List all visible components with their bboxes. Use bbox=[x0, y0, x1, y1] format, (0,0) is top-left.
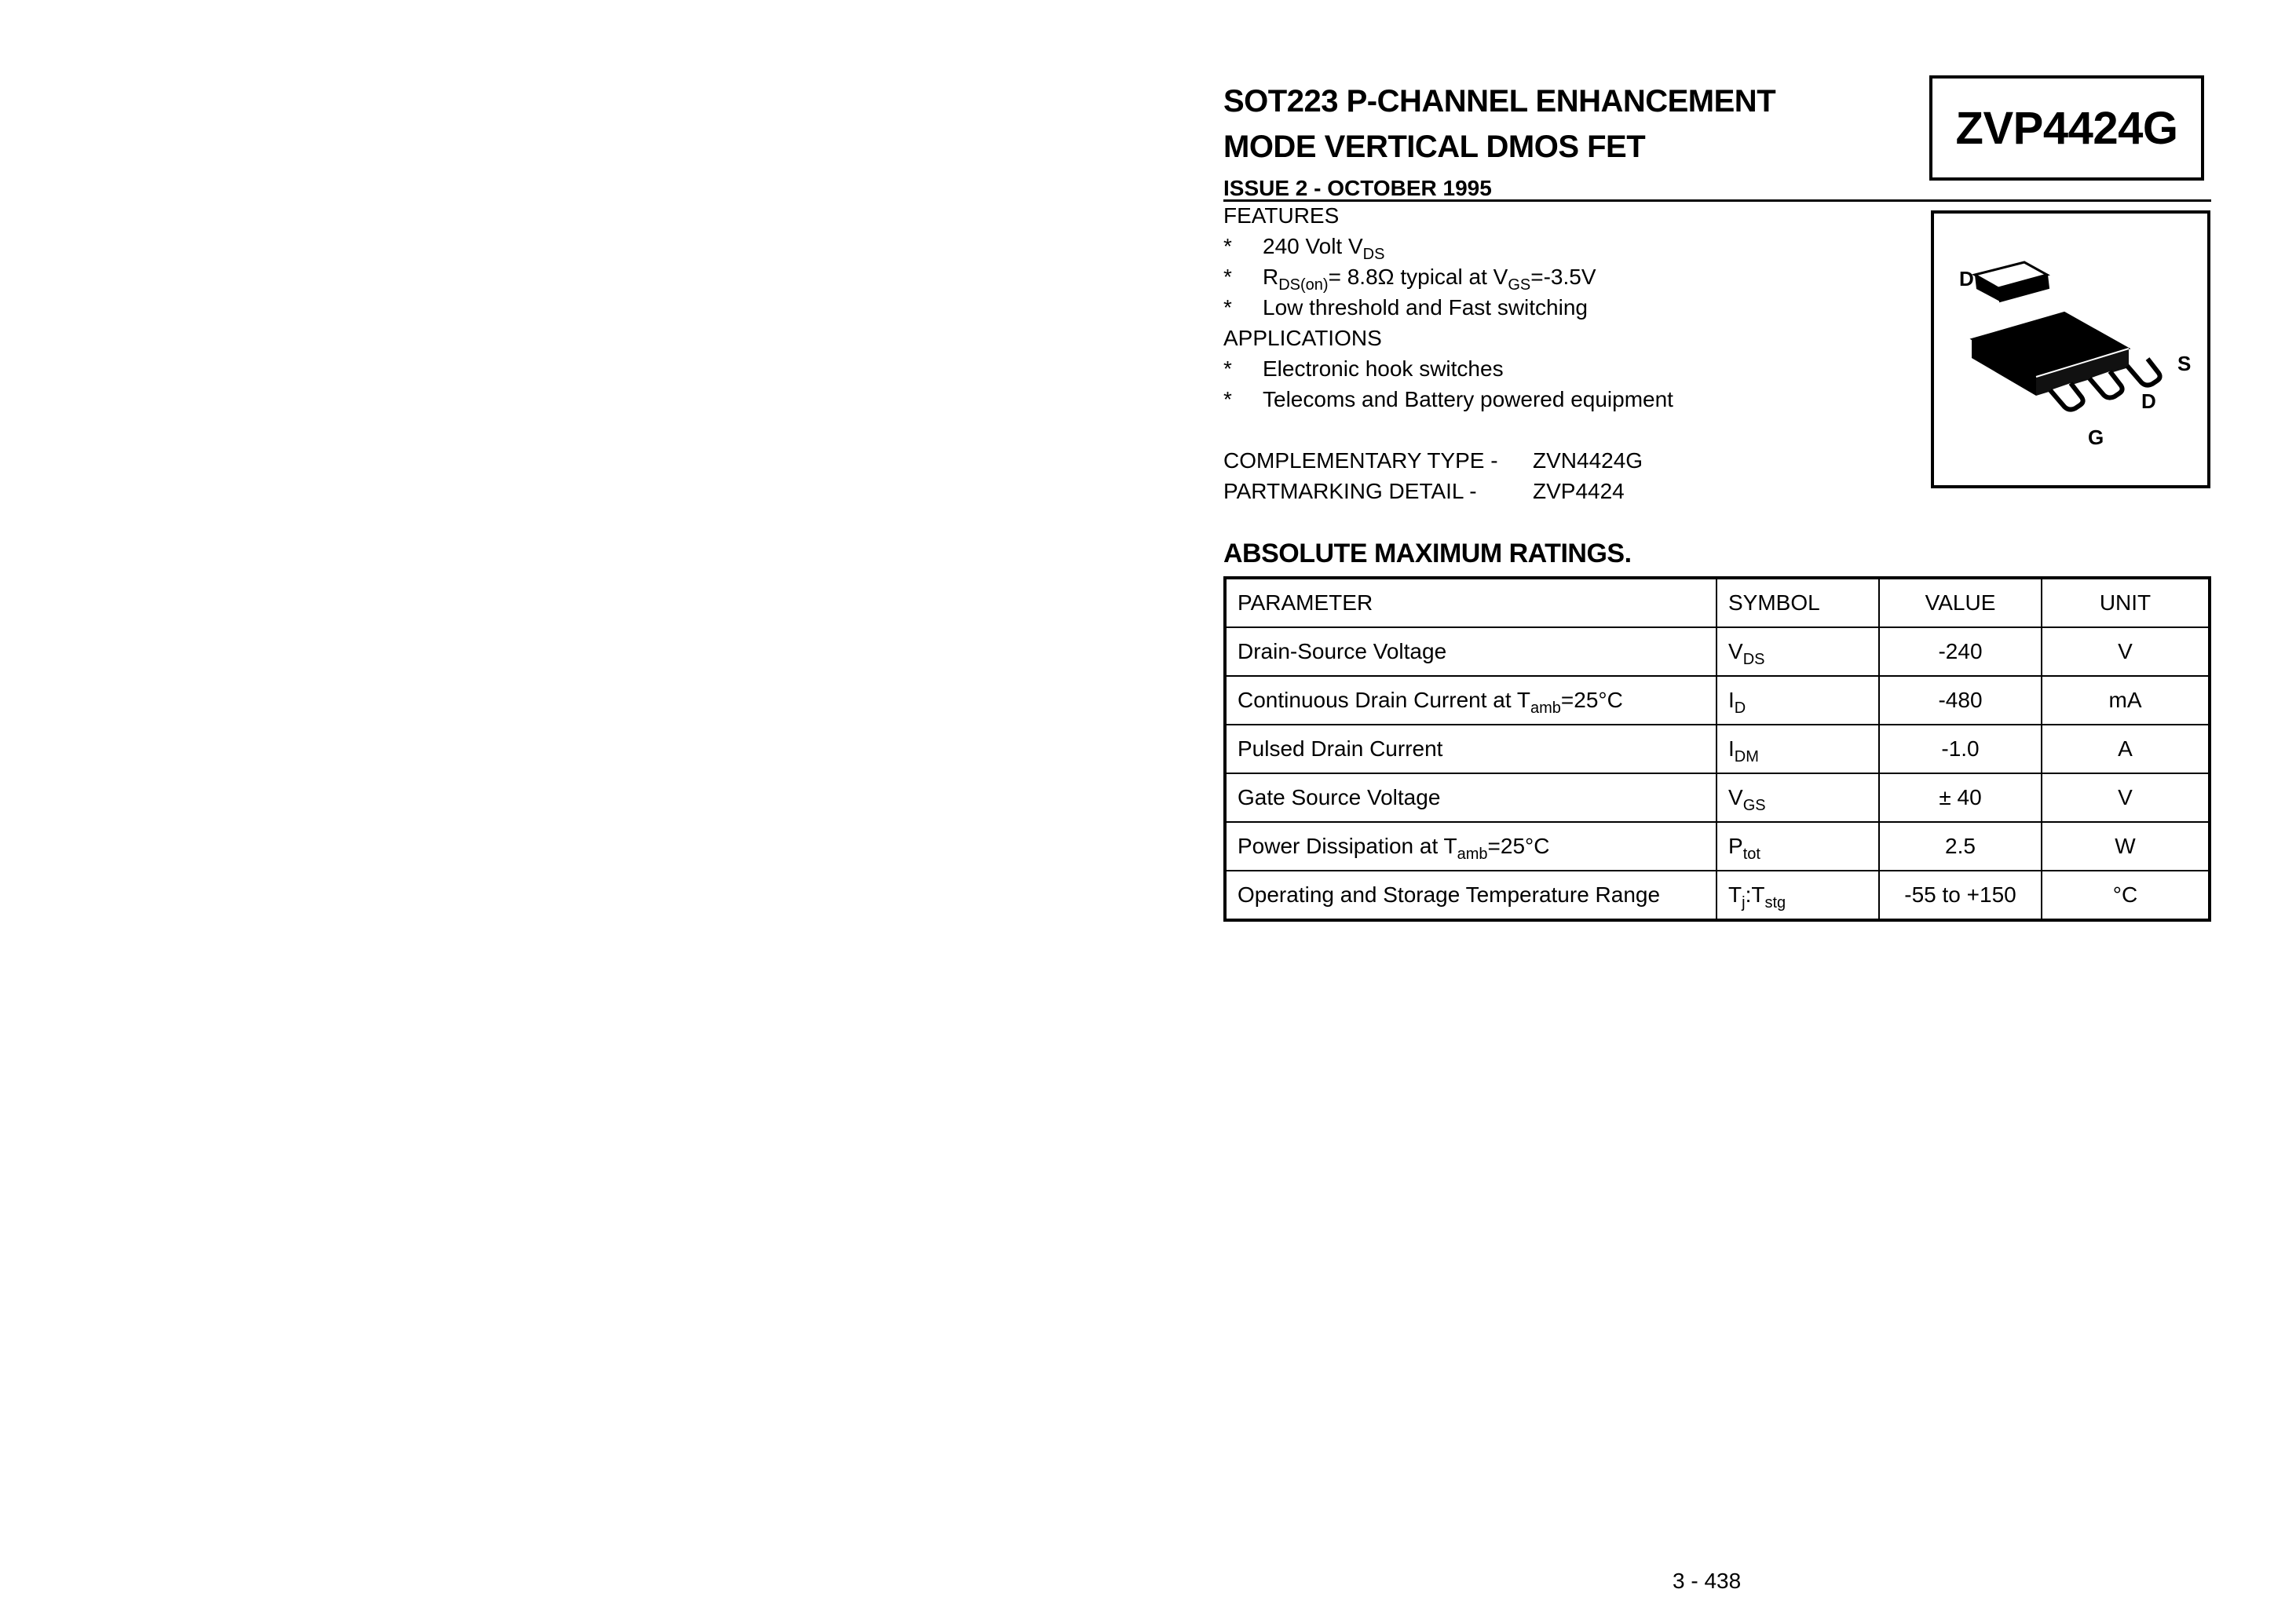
unit-cell: °C bbox=[2042, 871, 2210, 920]
parameter-cell: Drain-Source Voltage bbox=[1225, 627, 1717, 676]
title-line-2: MODE VERTICAL DMOS FET bbox=[1223, 130, 1646, 164]
header-rule bbox=[1223, 199, 2211, 202]
column-header-unit: UNIT bbox=[2042, 578, 2210, 627]
value-cell: -55 to +150 bbox=[1879, 871, 2042, 920]
unit-cell: mA bbox=[2042, 676, 2210, 725]
symbol-cell: $V_{DS}$ bbox=[1717, 627, 1879, 676]
value-cell: -480 bbox=[1879, 676, 2042, 725]
symbol-cell: $T_j:T_{stg}$ bbox=[1717, 871, 1879, 920]
unit-cell: A bbox=[2042, 725, 2210, 773]
unit-cell: V bbox=[2042, 773, 2210, 822]
pin-label-tab: D bbox=[1959, 267, 1974, 290]
part-number: ZVP4424G bbox=[1955, 102, 2178, 154]
unit-cell: V bbox=[2042, 627, 2210, 676]
complementary-type: COMPLEMENTARY TYPE - ZVN4424G bbox=[1223, 448, 1643, 473]
table-row bbox=[1225, 773, 2210, 822]
table-row bbox=[1225, 725, 2210, 773]
column-header-value: VALUE bbox=[1879, 578, 2042, 627]
symbol-cell: $I_D$ bbox=[1717, 676, 1879, 725]
title-line-1: SOT223 P-CHANNEL ENHANCEMENT bbox=[1223, 84, 1776, 119]
features-heading: FEATURES bbox=[1223, 203, 1340, 228]
column-header-symbol: SYMBOL bbox=[1717, 578, 1879, 627]
value-cell: 2.5 bbox=[1879, 822, 2042, 871]
parameter-cell: Pulsed Drain Current bbox=[1225, 725, 1717, 773]
application-item: * Telecoms and Battery powered equipment bbox=[1223, 387, 1673, 411]
feature-item: * 240 Volt $V_{DS}$ bbox=[1223, 234, 1385, 263]
value-cell: ± 40 bbox=[1879, 773, 2042, 822]
partmarking-detail: PARTMARKING DETAIL - ZVP4424 bbox=[1223, 479, 1625, 503]
symbol-cell: $P_{tot}$ bbox=[1717, 822, 1879, 871]
ratings-heading: ABSOLUTE MAXIMUM RATINGS. bbox=[1223, 539, 1632, 568]
table-row bbox=[1225, 627, 2210, 676]
feature-item: * $R_{DS(on)}= 8.8\Omega$ typical at $V_{GS}=-3.5V$ bbox=[1223, 265, 1596, 294]
application-item: * Electronic hook switches bbox=[1223, 356, 1504, 381]
unit-cell: W bbox=[2042, 822, 2210, 871]
value-cell: -240 bbox=[1879, 627, 2042, 676]
applications-heading: APPLICATIONS bbox=[1223, 326, 1382, 350]
parameter-cell: Operating and Storage Temperature Range bbox=[1225, 871, 1717, 920]
absolute-maximum-ratings-table bbox=[1223, 576, 2211, 922]
pin-label-gate: G bbox=[2088, 426, 2104, 449]
part-number-box bbox=[1929, 75, 2204, 181]
table-header-row bbox=[1225, 578, 2210, 627]
package-diagram bbox=[1931, 210, 2210, 488]
issue-date: ISSUE 2 - OCTOBER 1995 bbox=[1223, 176, 1492, 200]
symbol-cell: $V_{GS}$ bbox=[1717, 773, 1879, 822]
column-header-parameter: PARAMETER bbox=[1225, 578, 1717, 627]
parameter-cell: Gate Source Voltage bbox=[1225, 773, 1717, 822]
pin-label-source: S bbox=[2177, 352, 2192, 375]
table-row bbox=[1225, 871, 2210, 920]
pin-label-drain: D bbox=[2141, 389, 2156, 413]
value-cell: -1.0 bbox=[1879, 725, 2042, 773]
parameter-cell: Continuous Drain Current at $T_{amb}=25^\circ C$ bbox=[1225, 676, 1717, 725]
page-number: 3 - 438 bbox=[1673, 1569, 1742, 1593]
parameter-cell: Power Dissipation at $T_{amb}=25^\circ C$ bbox=[1225, 822, 1717, 871]
symbol-cell: $I_{DM}$ bbox=[1717, 725, 1879, 773]
sot223-package-drawing bbox=[1934, 214, 2207, 485]
feature-item: * Low threshold and Fast switching bbox=[1223, 295, 1588, 320]
table-row bbox=[1225, 822, 2210, 871]
document-title bbox=[1223, 79, 1775, 170]
table-row bbox=[1225, 676, 2210, 725]
